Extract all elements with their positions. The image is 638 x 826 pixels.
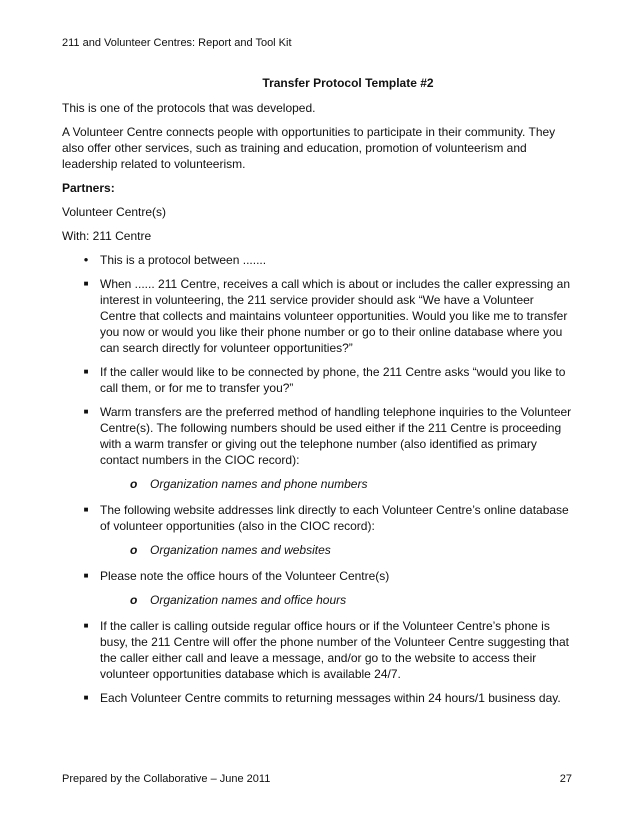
footer-credit: Prepared by the Collaborative – June 2011: [62, 773, 271, 785]
running-header: 211 and Volunteer Centres: Report and Tool Kit: [62, 37, 292, 49]
sub-item-text: Organization names and phone numbers: [150, 477, 368, 491]
list-item-text: If the caller is calling outside regular office hours or if the Volunteer Centre’s phone is busy, the 211 Centre will offer the phone number of the Volunteer Centre suggesting that the caller either call and leave a message, and/or go to the website to access their volunteer opportunities database which is available 24/7.: [100, 619, 569, 681]
sub-item-text: Organization names and websites: [150, 543, 331, 557]
list-item-text: This is a protocol between .......: [100, 253, 267, 267]
list-item-text: If the caller would like to be connected by phone, the 211 Centre asks “would you like to call them, or for me to transfer you?”: [100, 365, 566, 395]
list-item: [62, 568, 572, 584]
list-item: [62, 618, 572, 682]
square-bullet-icon: ■: [83, 693, 89, 702]
square-bullet-icon: ■: [83, 505, 89, 514]
list-item-text: When ...... 211 Centre, receives a call which is about or includes the caller expressing an interest in volunteering, the 211 service provider should ask “We have a Volunteer Centre that collects and maintains volunteer opportunities. Would you like me to transfer you now or would you like their phone number or go to their online database where you can search directly for volunteer opportunities?”: [100, 277, 571, 355]
square-bullet-icon: ■: [83, 367, 89, 376]
square-bullet-icon: ■: [83, 621, 89, 630]
protocol-list-continued: [62, 502, 572, 534]
list-item: [62, 690, 572, 706]
list-item: [62, 252, 572, 268]
circle-bullet-icon: o: [130, 543, 138, 557]
document-body: [62, 100, 572, 714]
list-item: [62, 502, 572, 534]
sub-item-websites: [62, 542, 572, 558]
protocol-list-continued: [62, 568, 572, 584]
intro-paragraph: This is one of the protocols that was developed.: [62, 101, 316, 115]
square-bullet-icon: ■: [83, 571, 89, 580]
sub-item-office-hours: [62, 592, 572, 608]
bullet-icon: •: [83, 252, 89, 267]
square-bullet-icon: ■: [83, 407, 89, 416]
page-number: 27: [559, 773, 572, 785]
page-title: Transfer Protocol Template #2: [262, 76, 434, 90]
protocol-list-continued: [62, 618, 572, 706]
partner-211-centre: With: 211 Centre: [62, 229, 152, 243]
list-item-text: Each Volunteer Centre commits to returning messages within 24 hours/1 business day.: [100, 691, 561, 705]
circle-bullet-icon: o: [130, 593, 138, 607]
list-item-text: Please note the office hours of the Volunteer Centre(s): [100, 569, 390, 583]
circle-bullet-icon: o: [130, 477, 138, 491]
list-item-text: Warm transfers are the preferred method of handling telephone inquiries to the Volunteer Centre(s). The following numbers should be used either if the 211 Centre is proceeding with a warm transfer or giving out the telephone number (also identified as primary contact numbers in the CIOC record):: [100, 405, 572, 467]
list-item: [62, 404, 572, 468]
sub-item-phone-numbers: [62, 476, 572, 492]
partner-volunteer-centre: Volunteer Centre(s): [62, 205, 167, 219]
list-item: [62, 364, 572, 396]
running-footer: [62, 773, 572, 785]
list-item: [62, 276, 572, 356]
protocol-list: [62, 252, 572, 468]
square-bullet-icon: ■: [83, 279, 89, 288]
partners-heading: Partners:: [62, 181, 115, 195]
sub-item-text: Organization names and office hours: [150, 593, 347, 607]
description-paragraph: A Volunteer Centre connects people with opportunities to participate in their community. They also offer other services, such as training and education, promotion of volunteerism and leadership related to volunteerism.: [62, 125, 556, 171]
list-item-text: The following website addresses link directly to each Volunteer Centre’s online database of volunteer opportunities (also in the CIOC record):: [100, 503, 569, 533]
